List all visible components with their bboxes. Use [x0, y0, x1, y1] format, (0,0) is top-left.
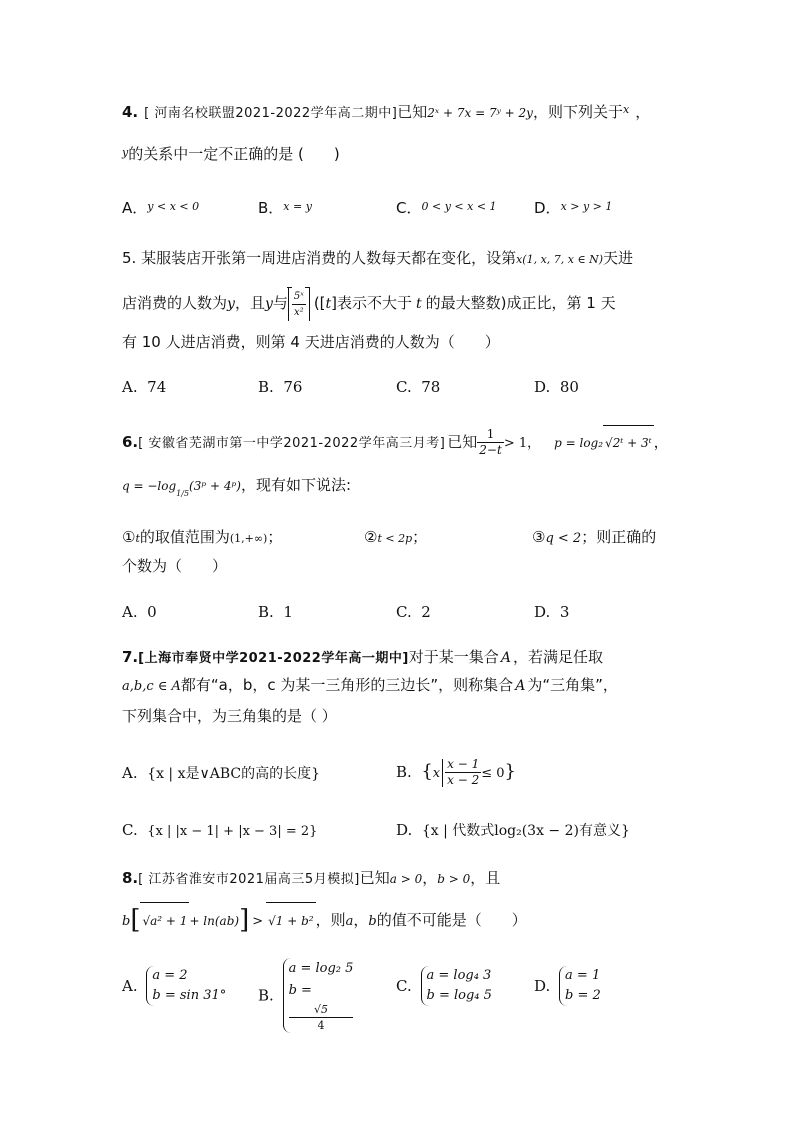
q4-var-x: x	[622, 103, 630, 116]
q4-var-y: y	[122, 146, 129, 159]
q7-option-a[interactable]	[122, 763, 320, 784]
q6-stem-line2	[122, 472, 351, 507]
q8-source: [ 江苏省淮安市2021届高三5月模拟]	[138, 872, 360, 887]
q7-option-c[interactable]	[122, 820, 317, 842]
q8-ineq-bracket-open: [	[130, 905, 141, 935]
q5-option-d-value: 80	[559, 378, 579, 396]
q7-text-2: 都有“a，b，c 为某一三角形的三边长”，则称集合	[180, 676, 514, 694]
q6-q-expr: q = −log	[122, 479, 177, 493]
q4-option-a-label: A．	[122, 199, 148, 217]
q7-stem-text-2: ，若满足任取	[512, 648, 603, 666]
q5-text-9: 有 10 人进店消费，则第 4 天进店消费的人数为（ ）	[122, 333, 500, 351]
q5-option-a[interactable]	[122, 377, 166, 397]
q6-option-a[interactable]	[122, 602, 157, 622]
q4-stem-text: 已知	[397, 103, 428, 121]
q6-option-d[interactable]	[534, 602, 569, 622]
q6-statement-2	[364, 527, 427, 549]
q5-option-d[interactable]	[534, 377, 579, 397]
q6-stem-line4	[122, 556, 227, 576]
q6-option-a-value: 0	[147, 603, 157, 621]
q7-option-a-text: {x | x是∨ABC的高的长度}	[147, 766, 320, 782]
q4-option-b[interactable]	[258, 197, 312, 218]
q7-text-4: 下列集合中，为三角集的是（ ）	[122, 707, 337, 725]
q5-stem-line1	[122, 248, 633, 270]
q6-fraction	[477, 427, 504, 458]
q5-var-t: t	[325, 296, 332, 312]
q5-text-8: 的最大整数)成正比，第 1 天	[425, 294, 616, 312]
q6-option-b-label: B.	[258, 603, 274, 621]
q6-option-c-value: 2	[421, 603, 431, 621]
q6-number: 6.	[122, 433, 139, 451]
q7-option-b-den: x − 2	[447, 773, 480, 787]
q8-option-b-r2-pre: b =	[288, 983, 312, 998]
q5-option-c-value: 78	[421, 378, 441, 396]
q8-option-b-system	[283, 958, 354, 1033]
q6-statement-1	[122, 527, 282, 549]
q4-number: 4.	[122, 103, 139, 121]
q8-var-b: b	[368, 914, 377, 929]
q8-ineq-sqrt: √a² + 1	[140, 902, 189, 939]
q4-stem-text-3: 的关系中一定不正确的是 ( )	[128, 145, 340, 163]
q7-number: 7.	[122, 648, 139, 666]
q6-frac-num: 1	[477, 427, 504, 443]
q8-option-b-r2	[289, 980, 354, 1033]
q6-comma: ，	[653, 433, 669, 451]
q8-stem-line1	[122, 868, 500, 890]
q7-option-b[interactable]	[396, 752, 516, 794]
q8-option-b-r1: a = log₂ 5	[288, 961, 354, 976]
q4-option-c-label: C．	[396, 199, 422, 217]
q8-stem-line2	[122, 902, 527, 940]
q7-option-c-text: {x | |x − 1| + |x − 3| = 2}	[147, 824, 318, 839]
q6-text-4: 个数为（ ）	[122, 557, 228, 575]
q7-option-b-fraction	[445, 757, 481, 788]
q7-stem-line2	[122, 675, 618, 697]
q8-text-3: ，	[353, 911, 369, 929]
q8-text-4: 的值不可能是（ ）	[376, 911, 527, 929]
q8-ineq-rhs-arg: 1 + b²	[275, 914, 314, 928]
q8-option-c-label: C.	[396, 977, 412, 995]
q4-option-d-math: x > y > 1	[560, 200, 613, 213]
q7-source: [上海市奉贤中学2021-2022学年高一期中]	[138, 651, 409, 666]
q5-var-t2: t	[416, 296, 422, 312]
q4-comma: ，	[635, 103, 651, 121]
q6-option-d-label: D.	[534, 603, 551, 621]
q8-option-c-system	[421, 966, 492, 1006]
q5-option-a-label: A.	[122, 378, 138, 396]
q4-option-b-label: B．	[258, 199, 284, 217]
q6-s1-math: (1,+∞)	[229, 532, 268, 545]
q7-option-d-label: D.	[396, 821, 413, 839]
q7-option-a-label: A.	[122, 764, 138, 782]
q8-number: 8.	[122, 869, 139, 887]
q6-q-base: 1/5	[176, 489, 190, 498]
q5-var-y2: y	[264, 296, 273, 312]
q8-option-a-r1: a = 2	[152, 968, 188, 983]
q6-option-a-label: A.	[122, 603, 138, 621]
q6-s2-math: t < 2p	[377, 532, 413, 545]
q7-option-b-bar	[442, 759, 443, 787]
q7-text-3: 为“三角集”，	[527, 676, 618, 694]
q8-option-b[interactable]	[258, 958, 353, 1033]
q7-stem-line1	[122, 647, 603, 669]
q6-p-sqrt-arg: 2ᵗ + 3ᵗ	[612, 436, 652, 450]
q7-stem-line3	[122, 706, 337, 726]
q8-option-a[interactable]	[122, 966, 226, 1006]
q7-option-d-text: {x | 代数式log₂(3x − 2)有意义}	[421, 823, 630, 839]
q5-option-b-label: B.	[258, 378, 274, 396]
q8-ineq-b: b	[122, 914, 131, 929]
q7-option-c-label: C.	[122, 821, 138, 839]
q5-var-y: y	[227, 296, 235, 312]
q6-frac-den: 2−t	[479, 443, 502, 457]
q5-stem-line2	[122, 286, 616, 321]
q8-cond-b: b > 0	[437, 872, 471, 886]
q8-ineq-ln: + ln(ab)	[189, 914, 240, 928]
q8-cond-a: a > 0	[389, 872, 423, 886]
q8-option-d-system	[559, 966, 601, 1006]
q5-text-5: 与	[272, 294, 288, 312]
q5-option-c-label: C.	[396, 378, 412, 396]
q5-frac-den: x²	[294, 306, 304, 318]
q6-q-arg: (3ᵖ + 4ᵖ)	[189, 479, 241, 493]
q6-s2-end: ；	[412, 528, 428, 546]
q8-option-b-fraction	[289, 1002, 354, 1033]
q6-text-2: ，现有如下说法:	[240, 476, 352, 494]
q7-option-b-var: x	[432, 766, 441, 781]
q6-s3-end: ；则正确的	[581, 528, 657, 546]
q8-option-d[interactable]	[534, 966, 601, 1006]
q8-option-a-r2: b = sin 31°	[152, 988, 227, 1003]
q8-option-d-r2: b = 2	[565, 988, 601, 1003]
q5-stem-line3	[122, 332, 500, 352]
q4-stem-line2	[122, 143, 340, 164]
q7-stem-text: 对于某一集合	[408, 648, 499, 666]
q6-p-expr: p = log₂	[554, 436, 604, 450]
q5-math-day: x(1, x, 7, x ∈ N)	[516, 253, 604, 266]
q6-s3-mark: ③	[532, 528, 546, 546]
q8-option-d-label: D.	[534, 977, 551, 995]
q4-equation: 2ˣ + 7x = 7ʸ + 2y	[427, 106, 533, 120]
q7-var-a-2: A	[515, 678, 526, 694]
q5-text-3: 店消费的人数为	[122, 294, 228, 312]
q7-option-b-set-close: }	[504, 761, 516, 782]
q8-option-c-r1: a = log₄ 3	[426, 968, 492, 983]
q8-option-d-r1: a = 1	[565, 968, 601, 983]
q6-s1-end: ；	[267, 528, 283, 546]
q5-option-d-label: D.	[534, 378, 551, 396]
q5-fraction	[292, 289, 306, 320]
q6-option-c-label: C.	[396, 603, 412, 621]
q6-option-b-value: 1	[283, 603, 293, 621]
q6-option-c[interactable]	[396, 602, 431, 622]
q7-math-abc: a,b,c ∈ A	[122, 679, 181, 694]
q4-option-b-math: x = y	[283, 200, 312, 213]
q8-stem-text-2: ，且	[470, 869, 501, 887]
q4-option-c-math: 0 < y < x < 1	[421, 200, 497, 213]
q6-gt-one: > 1，	[503, 436, 541, 451]
q8-option-a-label: A.	[122, 977, 138, 995]
q6-p-sqrt: √2ᵗ + 3ᵗ	[603, 425, 654, 460]
q7-option-b-label: B.	[396, 763, 412, 781]
q4-stem-line1	[122, 100, 650, 124]
q4-source: [ 河南名校联盟2021-2022学年高二期中]	[144, 106, 398, 121]
q6-option-d-value: 3	[559, 603, 570, 621]
q5-text-4: ，且	[234, 294, 265, 312]
q6-statement-3	[532, 527, 656, 549]
q5-floor-bracket	[288, 287, 310, 321]
q8-option-a-system	[146, 966, 226, 1006]
q4-option-c[interactable]	[396, 197, 497, 218]
q8-option-c[interactable]	[396, 966, 492, 1006]
q6-option-b[interactable]	[258, 602, 293, 622]
q4-option-a-math: y < x < 0	[147, 200, 200, 213]
q4-option-d-label: D．	[534, 199, 561, 217]
q8-option-b-num: √5	[289, 1002, 354, 1018]
q8-option-b-den: 4	[317, 1019, 325, 1032]
q4-option-d[interactable]	[534, 197, 612, 218]
q6-source: [ 安徽省芜湖市第一中学2021-2022学年高三月考]	[138, 436, 446, 451]
q7-option-b-post: ≤ 0	[481, 766, 505, 781]
q8-ineq-bracket-close: ]	[239, 905, 250, 935]
q5-option-c[interactable]	[396, 377, 440, 397]
q7-option-b-num: x − 1	[447, 757, 480, 771]
q5-text-2: 天进	[603, 249, 634, 267]
q5-frac-num: 5ˣ	[292, 289, 306, 305]
q5-option-a-value: 74	[147, 378, 167, 396]
q8-option-c-r2: b = log₄ 5	[426, 988, 492, 1003]
q8-option-b-label: B.	[258, 986, 274, 1005]
q4-stem-text-2: ，则下列关于	[532, 103, 623, 121]
q5-text-6: ([	[313, 294, 326, 312]
q8-text-2: ，则	[315, 911, 346, 929]
q5-text-1: 5. 某服装店开张第一周进店消费的人数每天都在变化，设第	[122, 249, 517, 267]
q8-ineq-gt: >	[252, 914, 264, 929]
q8-ineq-rhs: √1 + b²	[266, 902, 315, 939]
q7-var-a: A	[500, 650, 511, 666]
q5-option-b-value: 76	[283, 378, 303, 396]
q8-var-a: a	[345, 914, 354, 929]
q7-option-b-set: {	[421, 761, 433, 782]
q6-s1-var: t	[135, 532, 140, 545]
q6-s1-mark: ①	[122, 528, 136, 546]
q6-s1-text: 的取值范围为	[139, 528, 230, 546]
q6-s2-mark: ②	[364, 528, 378, 546]
q6-stem-text: 已知	[447, 433, 478, 451]
q8-sep: ，	[422, 869, 438, 887]
q8-stem-text: 已知	[359, 869, 390, 887]
q6-s3-math: q < 2	[545, 531, 582, 546]
q4-option-a[interactable]	[122, 197, 199, 218]
q8-ineq-sqrt-arg: a² + 1	[150, 914, 188, 928]
q6-stem-line1	[122, 425, 669, 461]
q7-option-d[interactable]	[396, 820, 630, 841]
q5-option-b[interactable]	[258, 377, 302, 397]
q5-text-7: ]表示不大于	[331, 294, 413, 312]
